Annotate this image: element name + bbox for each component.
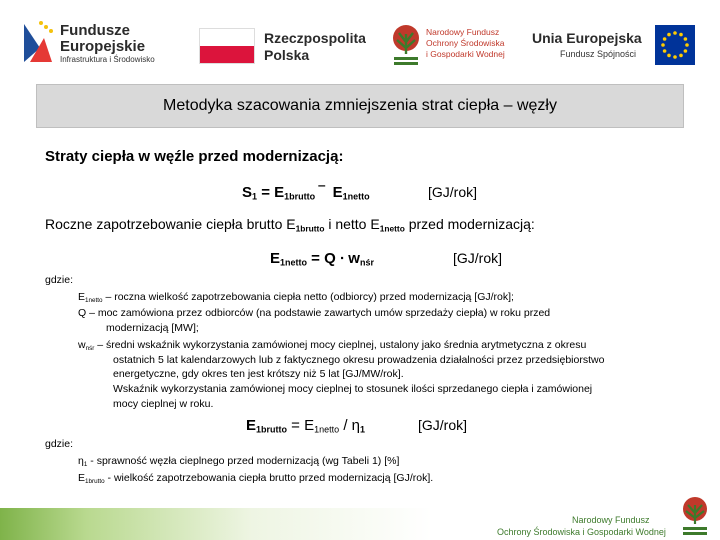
nfosigw-logo-icon bbox=[391, 24, 421, 68]
formula-1-s: S bbox=[242, 184, 253, 201]
fundusze-europejskie-logo-icon bbox=[20, 18, 56, 66]
definition-wnsr-line2: ostatnich 5 lat kalendarzowych lub z faktycznego okresu prowadzenia działalności przez przedsiębiorstwo bbox=[113, 354, 605, 366]
title-bar bbox=[36, 84, 684, 128]
footer-nfosigw-logo-icon bbox=[680, 496, 710, 538]
definition-e1brutto bbox=[78, 471, 433, 489]
formula-3-sub-b: 1netto bbox=[314, 424, 340, 435]
formula-2-e: E bbox=[270, 250, 281, 267]
definition-eta1-text: - sprawność węzła cieplnego przed modernizacją (wg Tabeli 1) [%] bbox=[87, 455, 400, 467]
formula-2-unit: [GJ/rok] bbox=[453, 250, 503, 266]
formula-1 bbox=[242, 184, 370, 202]
definition-wnsr-line4: Wskaźnik wykorzystania zamówionej mocy cieplnej to stosunek ilości sprzedanego ciepła i zamówionej bbox=[113, 383, 593, 395]
polish-flag-icon bbox=[199, 28, 255, 64]
definition-q-line1: Q – moc zamówiona przez odbiorców (na podstawie zawartych umów sprzedaży ciepła) w roku przed bbox=[78, 307, 551, 319]
gross-net-intro bbox=[45, 216, 535, 234]
definition-wnsr-text: – średni wskaźnik wykorzystania zamówionej mocy cieplnej, ustalony jako średnia arytmetyczna z okresu bbox=[94, 339, 587, 351]
where-label-2: gdzie: bbox=[45, 438, 74, 450]
formula-3-sub-a: 1brutto bbox=[256, 424, 288, 435]
section-heading: Straty ciepła w węźle przed modernizacją: bbox=[45, 148, 344, 165]
definition-wnsr-w: w bbox=[78, 339, 86, 351]
formula-3-mid: = E bbox=[287, 417, 315, 434]
formula-3-sub-c: 1 bbox=[360, 424, 366, 435]
formula-2 bbox=[270, 250, 374, 268]
footer-nf-line2: Ochrony Środowiska i Gospodarki Wodnej bbox=[497, 527, 666, 537]
eu-flag-icon bbox=[655, 25, 695, 65]
definition-wnsr-line5: mocy cieplnej w roku. bbox=[113, 398, 214, 410]
nf-line2: Ochrony Środowiska bbox=[426, 38, 505, 48]
formula-1-eq: = E bbox=[257, 184, 285, 201]
definition-e1netto-sub: 1netto bbox=[85, 296, 103, 304]
page-title: Metodyka szacowania zmniejszenia strat ciepła – węzły bbox=[163, 97, 557, 114]
nf-line3: i Gospodarki Wodnej bbox=[426, 49, 505, 59]
nf-line1: Narodowy Fundusz bbox=[426, 27, 500, 37]
gross-net-intro-sub-b: 1netto bbox=[379, 223, 405, 234]
ue-line1: Unia Europejska bbox=[532, 30, 642, 46]
definition-eta1 bbox=[78, 454, 399, 472]
definition-e1netto-text: – roczna wielkość zapotrzebowania ciepła netto (odbiorcy) przed modernizacją [GJ/rok]; bbox=[102, 291, 514, 303]
formula-3-e: E bbox=[246, 417, 257, 434]
formula-1-sub-a: 1brutto bbox=[284, 191, 316, 202]
gross-net-intro-sub-a: 1brutto bbox=[295, 223, 325, 234]
gross-net-intro-mid: i netto E bbox=[324, 216, 380, 232]
where-label-1: gdzie: bbox=[45, 274, 74, 286]
definition-eta1-sub: 1 bbox=[83, 460, 88, 468]
rp-line1: Rzeczpospolita bbox=[264, 30, 366, 46]
definition-e1brutto-text: - wielkość zapotrzebowania ciepła brutto przed modernizacją [GJ/rok]. bbox=[104, 472, 434, 484]
fe-line3: Infrastruktura i Środowisko bbox=[60, 55, 155, 64]
formula-1-minus: ‾ E bbox=[315, 184, 343, 201]
definition-e1brutto-e: E bbox=[78, 472, 86, 484]
formula-2-sub-b: nśr bbox=[359, 257, 374, 268]
ue-line2: Fundusz Spójności bbox=[560, 49, 637, 59]
fe-line1: Fundusze bbox=[60, 22, 130, 39]
formula-3-unit: [GJ/rok] bbox=[418, 417, 468, 433]
definition-wnsr-line3: energetyczne, gdy okres ten jest krótszy niż 5 lat [GJ/MW/rok]. bbox=[113, 368, 404, 380]
formula-2-sub-a: 1netto bbox=[280, 257, 308, 268]
formula-1-sub-b: 1netto bbox=[342, 191, 370, 202]
gross-net-intro-post: przed modernizacją: bbox=[404, 216, 535, 232]
rp-line2: Polska bbox=[264, 47, 310, 63]
fe-line2: Europejskie bbox=[60, 38, 146, 55]
definition-q-line2: modernizacją [MW]; bbox=[106, 322, 199, 334]
definition-e1brutto-sub: 1brutto bbox=[85, 477, 105, 485]
gross-net-intro-pre: Roczne zapotrzebowanie ciepła brutto E bbox=[45, 216, 296, 232]
footer-nf-line1: Narodowy Fundusz bbox=[572, 515, 650, 525]
definition-eta1-eta: η bbox=[78, 455, 84, 467]
definition-wnsr-sub: nśr bbox=[85, 344, 95, 352]
formula-1-unit: [GJ/rok] bbox=[428, 184, 478, 200]
formula-2-mid: = Q ∙ w bbox=[307, 250, 360, 267]
formula-1-s-sub: 1 bbox=[252, 191, 258, 202]
definition-e1netto-e: E bbox=[78, 291, 86, 303]
formula-3 bbox=[246, 417, 365, 435]
formula-3-div: / η bbox=[339, 417, 361, 434]
